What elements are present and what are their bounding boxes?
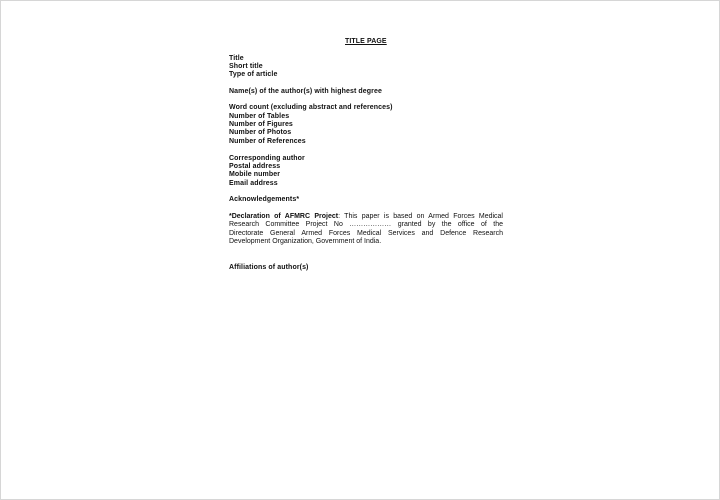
- declaration-line: : This paper is based on Armed Forces Medical: [338, 213, 503, 220]
- field-mobile: Mobile number: [229, 171, 281, 178]
- declaration-line: Research Committee Project No ……………… granted by the office of the: [229, 221, 503, 229]
- field-corresponding-author: Corresponding author: [229, 155, 305, 162]
- field-tables: Number of Tables: [229, 113, 290, 120]
- declaration-paragraph: [229, 213, 503, 247]
- declaration-line: Directorate General Armed Forces Medical Services and Defence Research: [229, 229, 503, 237]
- field-acknowledgements: Acknowledgements*: [229, 196, 300, 203]
- field-email: Email address: [229, 180, 278, 187]
- declaration-line: Development Organization, Government of India.: [229, 238, 382, 246]
- field-references: Number of References: [229, 138, 306, 145]
- field-short-title: Short title: [229, 63, 263, 70]
- declaration-label: *Declaration of AFMRC Project: [229, 213, 339, 220]
- page-heading: TITLE PAGE: [345, 38, 387, 45]
- field-title: Title: [229, 55, 244, 62]
- field-authors: Name(s) of the author(s) with highest degree: [229, 88, 382, 95]
- field-word-count: Word count (excluding abstract and references): [229, 104, 393, 111]
- field-figures: Number of Figures: [229, 121, 293, 128]
- field-postal-address: Postal address: [229, 163, 281, 170]
- field-photos: Number of Photos: [229, 129, 292, 136]
- field-article-type: Type of article: [229, 71, 278, 78]
- field-affiliations: Affiliations of author(s): [229, 264, 309, 271]
